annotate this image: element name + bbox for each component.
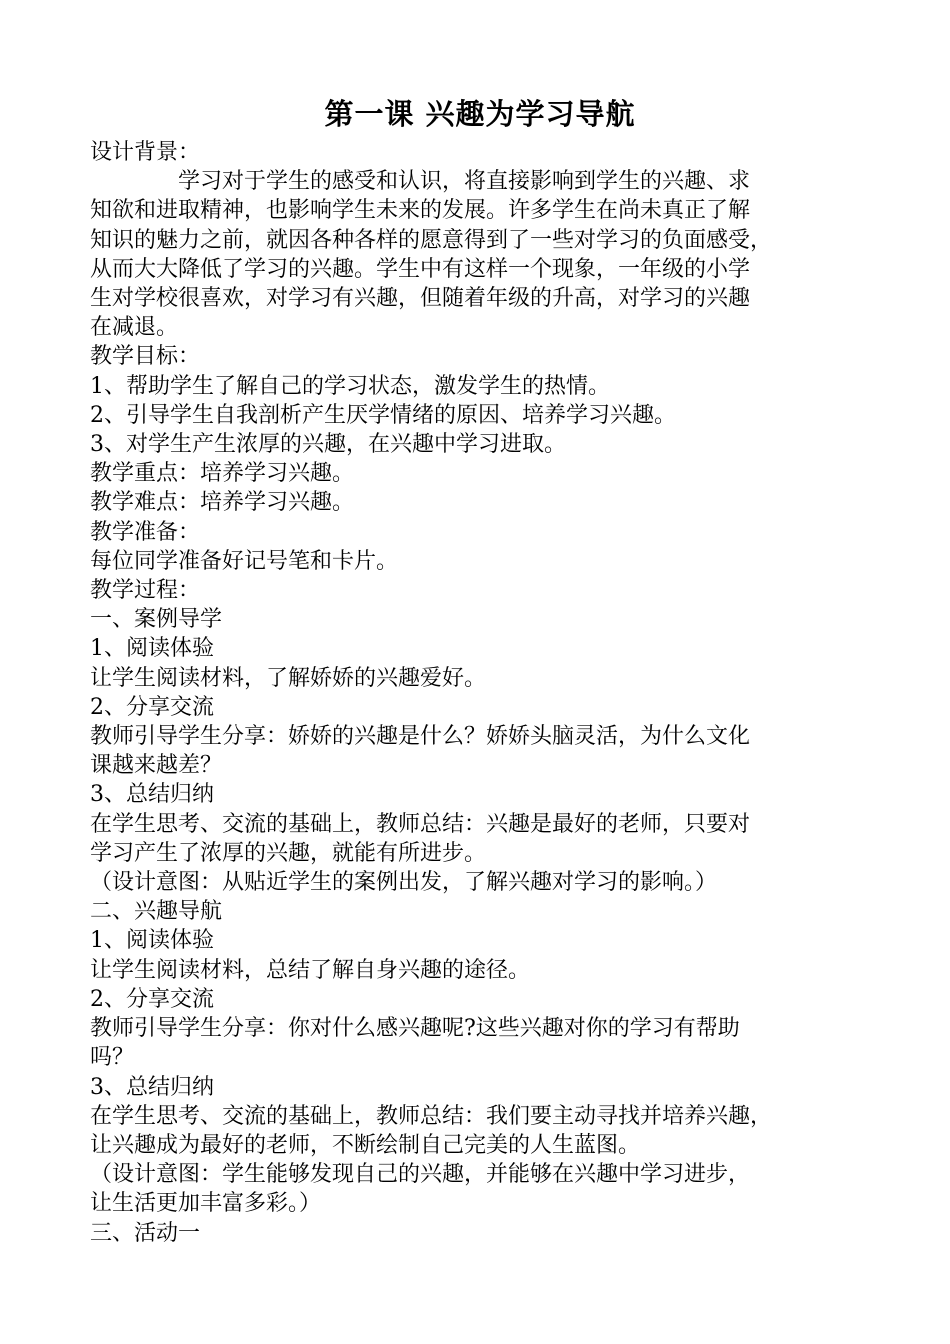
text-line: 让学生阅读材料，总结了解自身兴趣的途径。 — [90, 957, 531, 983]
text-line: 让兴趣成为最好的老师，不断绘制自己完美的人生蓝图。 — [90, 1132, 641, 1158]
document-page — [90, 96, 870, 1248]
text-line: 学习产生了浓厚的兴趣，就能有所进步。 — [90, 840, 487, 866]
text-line: 一、案例导学 — [90, 607, 223, 633]
text-line: 3、总结归纳 — [90, 782, 214, 808]
text-line: 3、总结归纳 — [90, 1074, 214, 1100]
text-line: 2、分享交流 — [90, 986, 214, 1012]
text-line: 在学生思考、交流的基础上，教师总结：兴趣是最好的老师，只要对 — [90, 811, 751, 837]
text-line: 2、引导学生自我剖析产生厌学情绪的原因、培养学习兴趣。 — [90, 402, 676, 428]
text-line: 吗？ — [90, 1045, 135, 1071]
text-line: 在减退。 — [90, 315, 179, 341]
text-line: 教学准备： — [90, 519, 201, 545]
text-line: 设计背景： — [90, 140, 201, 165]
text-line: 3、对学生产生浓厚的兴趣，在兴趣中学习进取。 — [90, 432, 566, 458]
text-line: （设计意图：学生能够发现自己的兴趣，并能够在兴趣中学习进步， — [90, 1162, 751, 1188]
text-line: 每位同学准备好记号笔和卡片。 — [90, 548, 399, 574]
text-line: 从而大大降低了学习的兴趣。学生中有这样一个现象，一年级的小学 — [90, 256, 751, 282]
text-line: 教学重点：培养学习兴趣。 — [90, 461, 355, 487]
text-line: 让生活更加丰富多彩。） — [90, 1191, 322, 1217]
text-line: 1、阅读体验 — [90, 636, 214, 662]
text-line: 学习对于学生的感受和认识，将直接影响到学生的兴趣、求 — [178, 169, 751, 195]
text-line: 1、帮助学生了解自己的学习状态，激发学生的热情。 — [90, 373, 610, 399]
text-line: 知识的魅力之前，就因各种各样的愿意得到了一些对学习的负面感受， — [90, 227, 773, 253]
text-line: 课越来越差？ — [90, 753, 223, 779]
document-title: 第一课 兴趣为学习导航 — [324, 97, 636, 131]
text-line: 二、兴趣导航 — [90, 899, 223, 925]
text-line: 教学目标： — [90, 344, 201, 370]
text-line: 1、阅读体验 — [90, 928, 214, 954]
text-line: 教学难点：培养学习兴趣。 — [90, 490, 355, 516]
text-line: 教学过程： — [90, 578, 201, 604]
text-line: 知欲和进取精神，也影响学生未来的发展。许多学生在尚未真正了解 — [90, 198, 751, 224]
text-line: 2、分享交流 — [90, 694, 214, 720]
text-line: 让学生阅读材料，了解娇娇的兴趣爱好。 — [90, 665, 487, 691]
text-line: （设计意图：从贴近学生的案例出发，了解兴趣对学习的影响。） — [90, 870, 718, 896]
text-line: 在学生思考、交流的基础上，教师总结：我们要主动寻找并培养兴趣， — [90, 1103, 773, 1129]
text-line: 教师引导学生分享：你对什么感兴趣呢?这些兴趣对你的学习有帮助 — [90, 1016, 740, 1042]
text-line: 生对学校很喜欢，对学习有兴趣，但随着年级的升高，对学习的兴趣 — [90, 286, 751, 312]
text-line: 三、活动一 — [90, 1220, 201, 1246]
document-body — [90, 138, 870, 1248]
text-line: 教师引导学生分享：娇娇的兴趣是什么？娇娇头脑灵活，为什么文化 — [90, 724, 751, 750]
